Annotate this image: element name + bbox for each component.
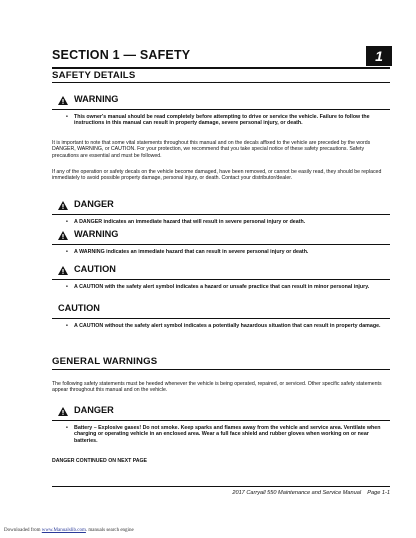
safety-details-heading: SAFETY DETAILS — [52, 70, 136, 81]
caution-plain-rule — [52, 318, 390, 319]
warning-triangle-icon — [58, 266, 68, 275]
download-suffix: manuals search engine — [88, 528, 134, 533]
section-title: SECTION 1 — SAFETY — [52, 48, 191, 62]
warning-triangle-icon — [58, 231, 68, 240]
footer-rule — [52, 486, 390, 487]
warning-def-body — [52, 249, 390, 255]
intro-paragraph: It is important to note that some vital statements throughout this manual and on the decals affixed to the vehicle are preceded by the words DANGER, WARNING, or CAUTION. For your protection, we recommend that you take special notice of these safety precautions. Safety precautions are essential and must be followed. — [52, 140, 371, 159]
warning-def-label: WARNING — [74, 229, 119, 239]
section-number-badge: 1 — [366, 46, 392, 66]
warning-label: WARNING — [74, 94, 119, 104]
caution-plain-text: A CAUTION without the safety alert symbol indicates a potentially hazardous situation that can result in property damage. — [74, 323, 381, 329]
caution-rule — [52, 279, 390, 280]
page-footer — [232, 490, 390, 496]
warning-notice — [52, 94, 390, 127]
bullet: • — [66, 323, 68, 329]
caution-no-symbol-definition — [52, 303, 390, 329]
continued-note: DANGER CONTINUED ON NEXT PAGE — [52, 458, 148, 464]
warning-triangle-icon — [58, 96, 68, 105]
battery-danger-title — [52, 405, 390, 419]
warning-def-rule — [52, 244, 390, 245]
caution-title — [52, 264, 390, 278]
warning-def-text: A WARNING indicates an immediate hazard that can result in severe personal injury or death. — [74, 249, 309, 255]
warning-def-title — [52, 229, 390, 243]
warning-definition — [52, 229, 390, 255]
danger-label: DANGER — [74, 199, 114, 209]
warning-rule — [52, 109, 390, 110]
battery-danger-label: DANGER — [74, 405, 114, 415]
caution-plain-title — [52, 303, 390, 317]
bullet: • — [66, 284, 68, 290]
caution-body — [52, 284, 390, 290]
danger-title — [52, 199, 390, 213]
download-notice: Downloaded from www.Manualslib.com. manuals search engine — [4, 528, 134, 533]
battery-danger-body — [52, 425, 390, 444]
battery-danger-text: Battery – Explosive gases! Do not smoke. Keep sparks and flames away from the vehicle and service area. Ventilate when charging or operating vehicle in an enclosed area. Wear a full face shield and rubber gloves when working on or near batteries. — [74, 425, 381, 444]
caution-text: A CAUTION with the safety alert symbol indicates a hazard or unsafe practice that can result in minor personal injury. — [74, 284, 370, 290]
section-rule — [52, 67, 390, 69]
warning-body — [52, 114, 390, 127]
battery-danger-notice — [52, 405, 390, 444]
download-prefix: Downloaded from — [4, 528, 41, 533]
danger-rule — [52, 214, 390, 215]
warning-text: This owner's manual should be read completely before attempting to drive or service the vehicle. Failure to follow the instructions in this manual can result in property damage, severe personal injury, or death. — [74, 114, 370, 127]
decals-paragraph: If any of the operation or safety decals on the vehicle become damaged, have been removed, or cannot be easily read, they should be replaced immediately to avoid possible property damage, personal injury, or death. Contact your distributor/dealer. — [52, 169, 382, 182]
bullet: • — [66, 425, 68, 431]
warning-title — [52, 94, 390, 108]
general-warnings-intro: The following safety statements must be heeded whenever the vehicle is being operated, repaired, or serviced. Other specific safety statements appear throughout this manual and on the vehicle. — [52, 381, 382, 394]
danger-text: A DANGER indicates an immediate hazard that will result in severe personal injury or death. — [74, 219, 306, 225]
caution-label: CAUTION — [74, 264, 116, 274]
section-header — [52, 46, 390, 68]
warning-triangle-icon — [58, 201, 68, 210]
manualslib-link[interactable]: www.Manualslib.com — [41, 528, 86, 533]
bullet: • — [66, 114, 68, 120]
caution-plain-label: CAUTION — [58, 303, 100, 313]
battery-danger-rule — [52, 420, 390, 421]
warning-triangle-icon — [58, 407, 68, 416]
caution-definition — [52, 264, 390, 290]
danger-body — [52, 219, 390, 225]
footer-page-number: Page 1-1 — [367, 490, 390, 496]
footer-manual-title: 2017 Carryall 550 Maintenance and Service Manual — [232, 490, 362, 496]
general-warnings-heading: GENERAL WARNINGS — [52, 356, 158, 367]
bullet: • — [66, 249, 68, 255]
general-warnings-rule — [52, 369, 390, 370]
caution-plain-body — [52, 323, 390, 329]
bullet: • — [66, 219, 68, 225]
danger-definition — [52, 199, 390, 225]
safety-details-rule — [52, 82, 390, 83]
